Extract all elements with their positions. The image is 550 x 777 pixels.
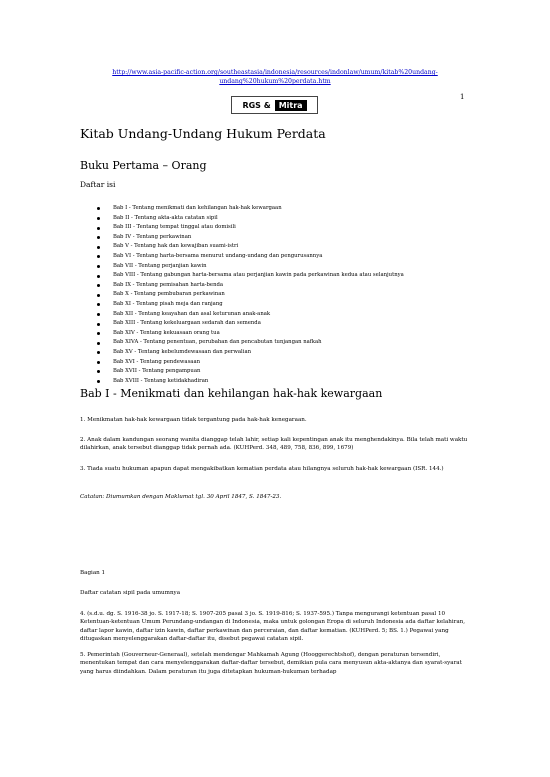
toc-item[interactable]: Bab XVI - Tentang pendewasaan bbox=[85, 358, 404, 368]
logo-text-left: RGS & bbox=[242, 100, 271, 110]
toc-item[interactable]: Bab XIVA - Tentang penentuan, perubahan dan pencabutan tunjangan nafkah bbox=[85, 338, 404, 348]
source-url-line-1: http://www.asia-pacific-action.org/southeastasia/indonesia/resources/indonlaw/umum/kitab%20undang- bbox=[112, 69, 438, 76]
chapter-heading: Bab I - Menikmati dan kehilangan hak-hak kewargaan bbox=[80, 387, 383, 400]
book-title: Buku Pertama – Orang bbox=[80, 159, 207, 172]
toc-item[interactable]: Bab XVII - Tentang pengampuan bbox=[85, 367, 404, 377]
toc-item[interactable]: Bab IX - Tentang pemisahan harta-benda bbox=[85, 281, 404, 291]
toc-item[interactable]: Bab III - Tentang tempat tinggal atau domisili bbox=[85, 223, 404, 233]
toc-item[interactable]: Bab VIII - Tentang gabungan harta-bersama atau perjanjian kawin pada perkawinan kedua atau selanjutnya bbox=[85, 271, 404, 281]
toc-item[interactable]: Bab IV - Tentang perkawinan bbox=[85, 233, 404, 243]
toc-item[interactable]: Bab X - Tentang pembubaran perkawinan bbox=[85, 290, 404, 300]
source-url-line-2: undang%20hukum%20perdata.htm bbox=[219, 78, 331, 85]
toc-item[interactable]: Bab II - Tentang akta-akta catatan sipil bbox=[85, 214, 404, 224]
source-url-link[interactable] bbox=[90, 68, 460, 86]
article-2: 2. Anak dalam kandungan seorang wanita dianggap telah lahir, setiap kali kepentingan anak itu menghendakinya. Bila telah mati waktu dilahirkan, anak tersebut dianggap tidak pernah ada. (KUHPerd. 348, 489, 758, 836, 899, 1679) bbox=[80, 437, 468, 452]
toc-item[interactable]: Bab VII - Tentang perjanjian kawin bbox=[85, 262, 404, 272]
article-5: 5. Pemerintah (Gouverneur-Generaal), setelah mendengar Mahkamah Agung (Hooggerechtshof), dengan peraturan tersendiri, menentukan tempat dan cara menyelenggarakan daftar-daftar tersebut, demikian pula cara menyusun akta-aktanya dan syarat-syarat yang harus diindahkan. Dalam peraturan itu juga ditetapkan hukuman-hukuman terhadap bbox=[80, 652, 462, 675]
toc-item[interactable]: Bab XI - Tentang pisah meja dan ranjang bbox=[85, 300, 404, 310]
toc-item[interactable]: Bab I - Tentang menikmati dan kehilangan hak-hak kewargaan bbox=[85, 204, 404, 214]
toc-item[interactable]: Bab XIII - Tentang kekeluargaan sedarah dan semenda bbox=[85, 319, 404, 329]
toc-item[interactable]: Bab VI - Tentang harta-bersama menurut undang-undang dan pengurusannya bbox=[85, 252, 404, 262]
table-of-contents bbox=[85, 204, 404, 386]
document-title: Kitab Undang-Undang Hukum Perdata bbox=[80, 126, 326, 141]
toc-item[interactable]: Bab V - Tentang hak dan kewajiban suami-istri bbox=[85, 242, 404, 252]
article-1: 1. Menikmatan hak-hak kewargaan tidak tergantung pada hak-hak kenegaraan. bbox=[80, 417, 307, 423]
note: Catatan: Diumumkan dengan Maklumat tgl. 30 April 1847, S. 1847-23. bbox=[80, 494, 282, 500]
toc-item[interactable]: Bab XII - Tentang keayahan dan asal keturunan anak-anak bbox=[85, 310, 404, 320]
section-title: Daftar catatan sipil pada umumnya bbox=[80, 590, 181, 596]
page-number: 1 bbox=[460, 93, 465, 101]
article-4: 4. (s.d.u. dg. S. 1916-38 jo. S. 1917-18; S. 1907-205 pasal 3 jo. S. 1919-816; S. 1937-595.) Tanpa mengurangi ketentuan pasal 10 Ketentuan-ketentuan Umum Perundang-undangan di Indonesia, maka untuk golongan Eropa di seluruh Indonesia ada daftar kelahiran, daftar lapor kawin, daftar izin kawin, daftar perkawinan dan perceraian, dan daftar kematian. (KUHPerd. 5; BS. 1.) Pegawai yang ditugaskan menyelenggarakan daftar-daftar itu, disebut pegawai catatan sipil. bbox=[80, 611, 466, 643]
toc-heading: Daftar isi bbox=[80, 180, 116, 189]
toc-item[interactable]: Bab XVIII - Tentang ketidakhadiran bbox=[85, 377, 404, 387]
toc-item[interactable]: Bab XIV - Tentang kekuasaan orang tua bbox=[85, 329, 404, 339]
logo-text-right: Mitra bbox=[275, 100, 307, 111]
article-3: 3. Tiada suatu hukuman apapun dapat mengakibatkan kematian perdata atau hilangnya seluruh hak-hak kewargaan (ISR. 144.) bbox=[80, 466, 444, 472]
toc-item[interactable]: Bab XV - Tentang kebelumdewasaan dan perwalian bbox=[85, 348, 404, 358]
rgs-mitra-logo bbox=[231, 96, 318, 114]
section-label: Bagian 1 bbox=[80, 570, 106, 576]
